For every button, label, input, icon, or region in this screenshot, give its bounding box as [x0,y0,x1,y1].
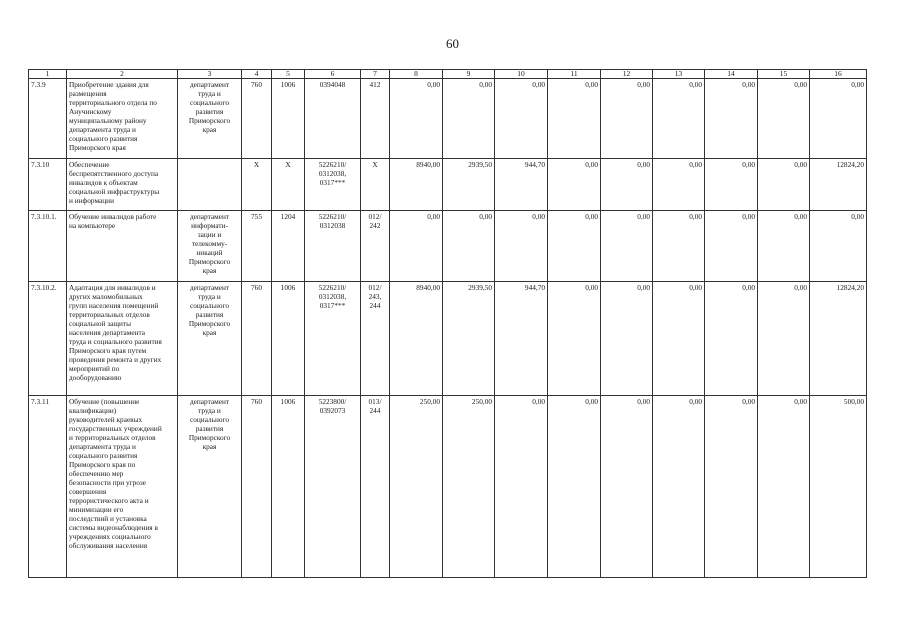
row-col-14: 0,00 [705,211,758,282]
row-col-12: 0,00 [601,396,653,578]
row-col-5: 1006 [272,396,305,578]
row-department: департамент труда и социального развития Приморского края [178,79,242,159]
row-col-7: 013/ 244 [361,396,390,578]
row-col-14: 0,00 [705,79,758,159]
row-col-13: 0,00 [653,211,705,282]
row-col-13: 0,00 [653,159,705,211]
row-col-12: 0,00 [601,211,653,282]
column-header-8: 8 [390,70,443,79]
row-code: 7.3.10.2. [29,282,67,396]
row-col-7: 012/ 242 [361,211,390,282]
row-col-4: 760 [242,79,272,159]
row-col-16: 500,00 [810,396,867,578]
row-col-15: 0,00 [758,79,810,159]
row-col-14: 0,00 [705,282,758,396]
row-col-13: 0,00 [653,282,705,396]
row-col-15: 0,00 [758,396,810,578]
row-name: Обеспечение беспрепятственного доступа инвалидов к объектам социальной инфраструктуры и информации [67,159,178,211]
column-header-6: 6 [305,70,361,79]
column-header-14: 14 [705,70,758,79]
column-header-9: 9 [443,70,495,79]
budget-table [28,69,867,578]
row-code: 7.3.10 [29,159,67,211]
row-col-8: 8940,00 [390,282,443,396]
row-col-11: 0,00 [548,282,601,396]
row-department: департамент труда и социального развития Приморского края [178,282,242,396]
row-name: Обучение инвалидов работе на компьютере [67,211,178,282]
column-header-3: 3 [178,70,242,79]
row-col-4: X [242,159,272,211]
row-col-7: 012/ 243, 244 [361,282,390,396]
table-row [29,396,867,578]
row-department: департамент информати- зации и телекомму- никаций Приморского края [178,211,242,282]
row-col-4: 755 [242,211,272,282]
row-col-12: 0,00 [601,282,653,396]
row-col-15: 0,00 [758,282,810,396]
row-code: 7.3.10.1. [29,211,67,282]
row-code: 7.3.11 [29,396,67,578]
row-col-12: 0,00 [601,159,653,211]
row-col-5: 1006 [272,79,305,159]
row-col-10: 0,00 [495,211,548,282]
row-department [178,159,242,211]
row-col-8: 250,00 [390,396,443,578]
row-name: Приобретение здания для размещения территориального отдела по Анучинскому муниципальному району департамента труда и социального развития Приморского края [67,79,178,159]
table-row [29,282,867,396]
row-col-16: 0,00 [810,79,867,159]
row-col-6: 5226210/ 0312038, 0317*** [305,159,361,211]
column-header-10: 10 [495,70,548,79]
row-col-16: 12824,20 [810,159,867,211]
row-col-6: 5226210/ 0312038 [305,211,361,282]
column-header-13: 13 [653,70,705,79]
column-header-1: 1 [29,70,67,79]
column-header-15: 15 [758,70,810,79]
row-col-16: 0,00 [810,211,867,282]
column-header-5: 5 [272,70,305,79]
row-department: департамент труда и социального развития Приморского края [178,396,242,578]
row-col-8: 8940,00 [390,159,443,211]
row-name: Адаптация для инвалидов и других маломобильных групп населения помещений территориальных отделов социальной защиты населения департамента труда и социального развития Приморского края путем проведения ремонта и других мероприятий по дооборудованию [67,282,178,396]
row-col-16: 12824,20 [810,282,867,396]
row-col-7: 412 [361,79,390,159]
row-col-4: 760 [242,396,272,578]
row-name: Обучение (повышение квалификации) руководителей краевых государственных учреждений и территориальных отделов департамента труда и социального развития Приморского края по обеспечению мер безопасности при угрозе совершения террористического акта и минимизации его последствий и установка системы видеонаблюдения в учреждениях социального обслуживания населения [67,396,178,578]
row-col-14: 0,00 [705,159,758,211]
row-col-4: 760 [242,282,272,396]
row-col-9: 0,00 [443,79,495,159]
column-header-2: 2 [67,70,178,79]
column-header-16: 16 [810,70,867,79]
row-col-6: 0394048 [305,79,361,159]
page-number: 60 [446,36,459,51]
row-col-13: 0,00 [653,396,705,578]
column-header-4: 4 [242,70,272,79]
row-col-8: 0,00 [390,79,443,159]
row-code: 7.3.9 [29,79,67,159]
row-col-10: 0,00 [495,396,548,578]
row-col-10: 944,70 [495,159,548,211]
row-col-11: 0,00 [548,211,601,282]
row-col-5: 1204 [272,211,305,282]
row-col-15: 0,00 [758,159,810,211]
row-col-9: 0,00 [443,211,495,282]
column-header-11: 11 [548,70,601,79]
row-col-10: 944,70 [495,282,548,396]
row-col-11: 0,00 [548,396,601,578]
row-col-6: 5226210/ 0312038, 0317*** [305,282,361,396]
row-col-10: 0,00 [495,79,548,159]
row-col-6: 5223800/ 0392073 [305,396,361,578]
row-col-8: 0,00 [390,211,443,282]
table-row [29,211,867,282]
row-col-9: 2939,50 [443,282,495,396]
row-col-14: 0,00 [705,396,758,578]
table-row [29,159,867,211]
column-header-7: 7 [361,70,390,79]
row-col-9: 2939,50 [443,159,495,211]
row-col-9: 250,00 [443,396,495,578]
row-col-5: X [272,159,305,211]
row-col-12: 0,00 [601,79,653,159]
row-col-5: 1006 [272,282,305,396]
row-col-7: X [361,159,390,211]
column-header-12: 12 [601,70,653,79]
row-col-15: 0,00 [758,211,810,282]
row-col-13: 0,00 [653,79,705,159]
header-row [29,70,867,79]
table-row [29,79,867,159]
row-col-11: 0,00 [548,79,601,159]
row-col-11: 0,00 [548,159,601,211]
